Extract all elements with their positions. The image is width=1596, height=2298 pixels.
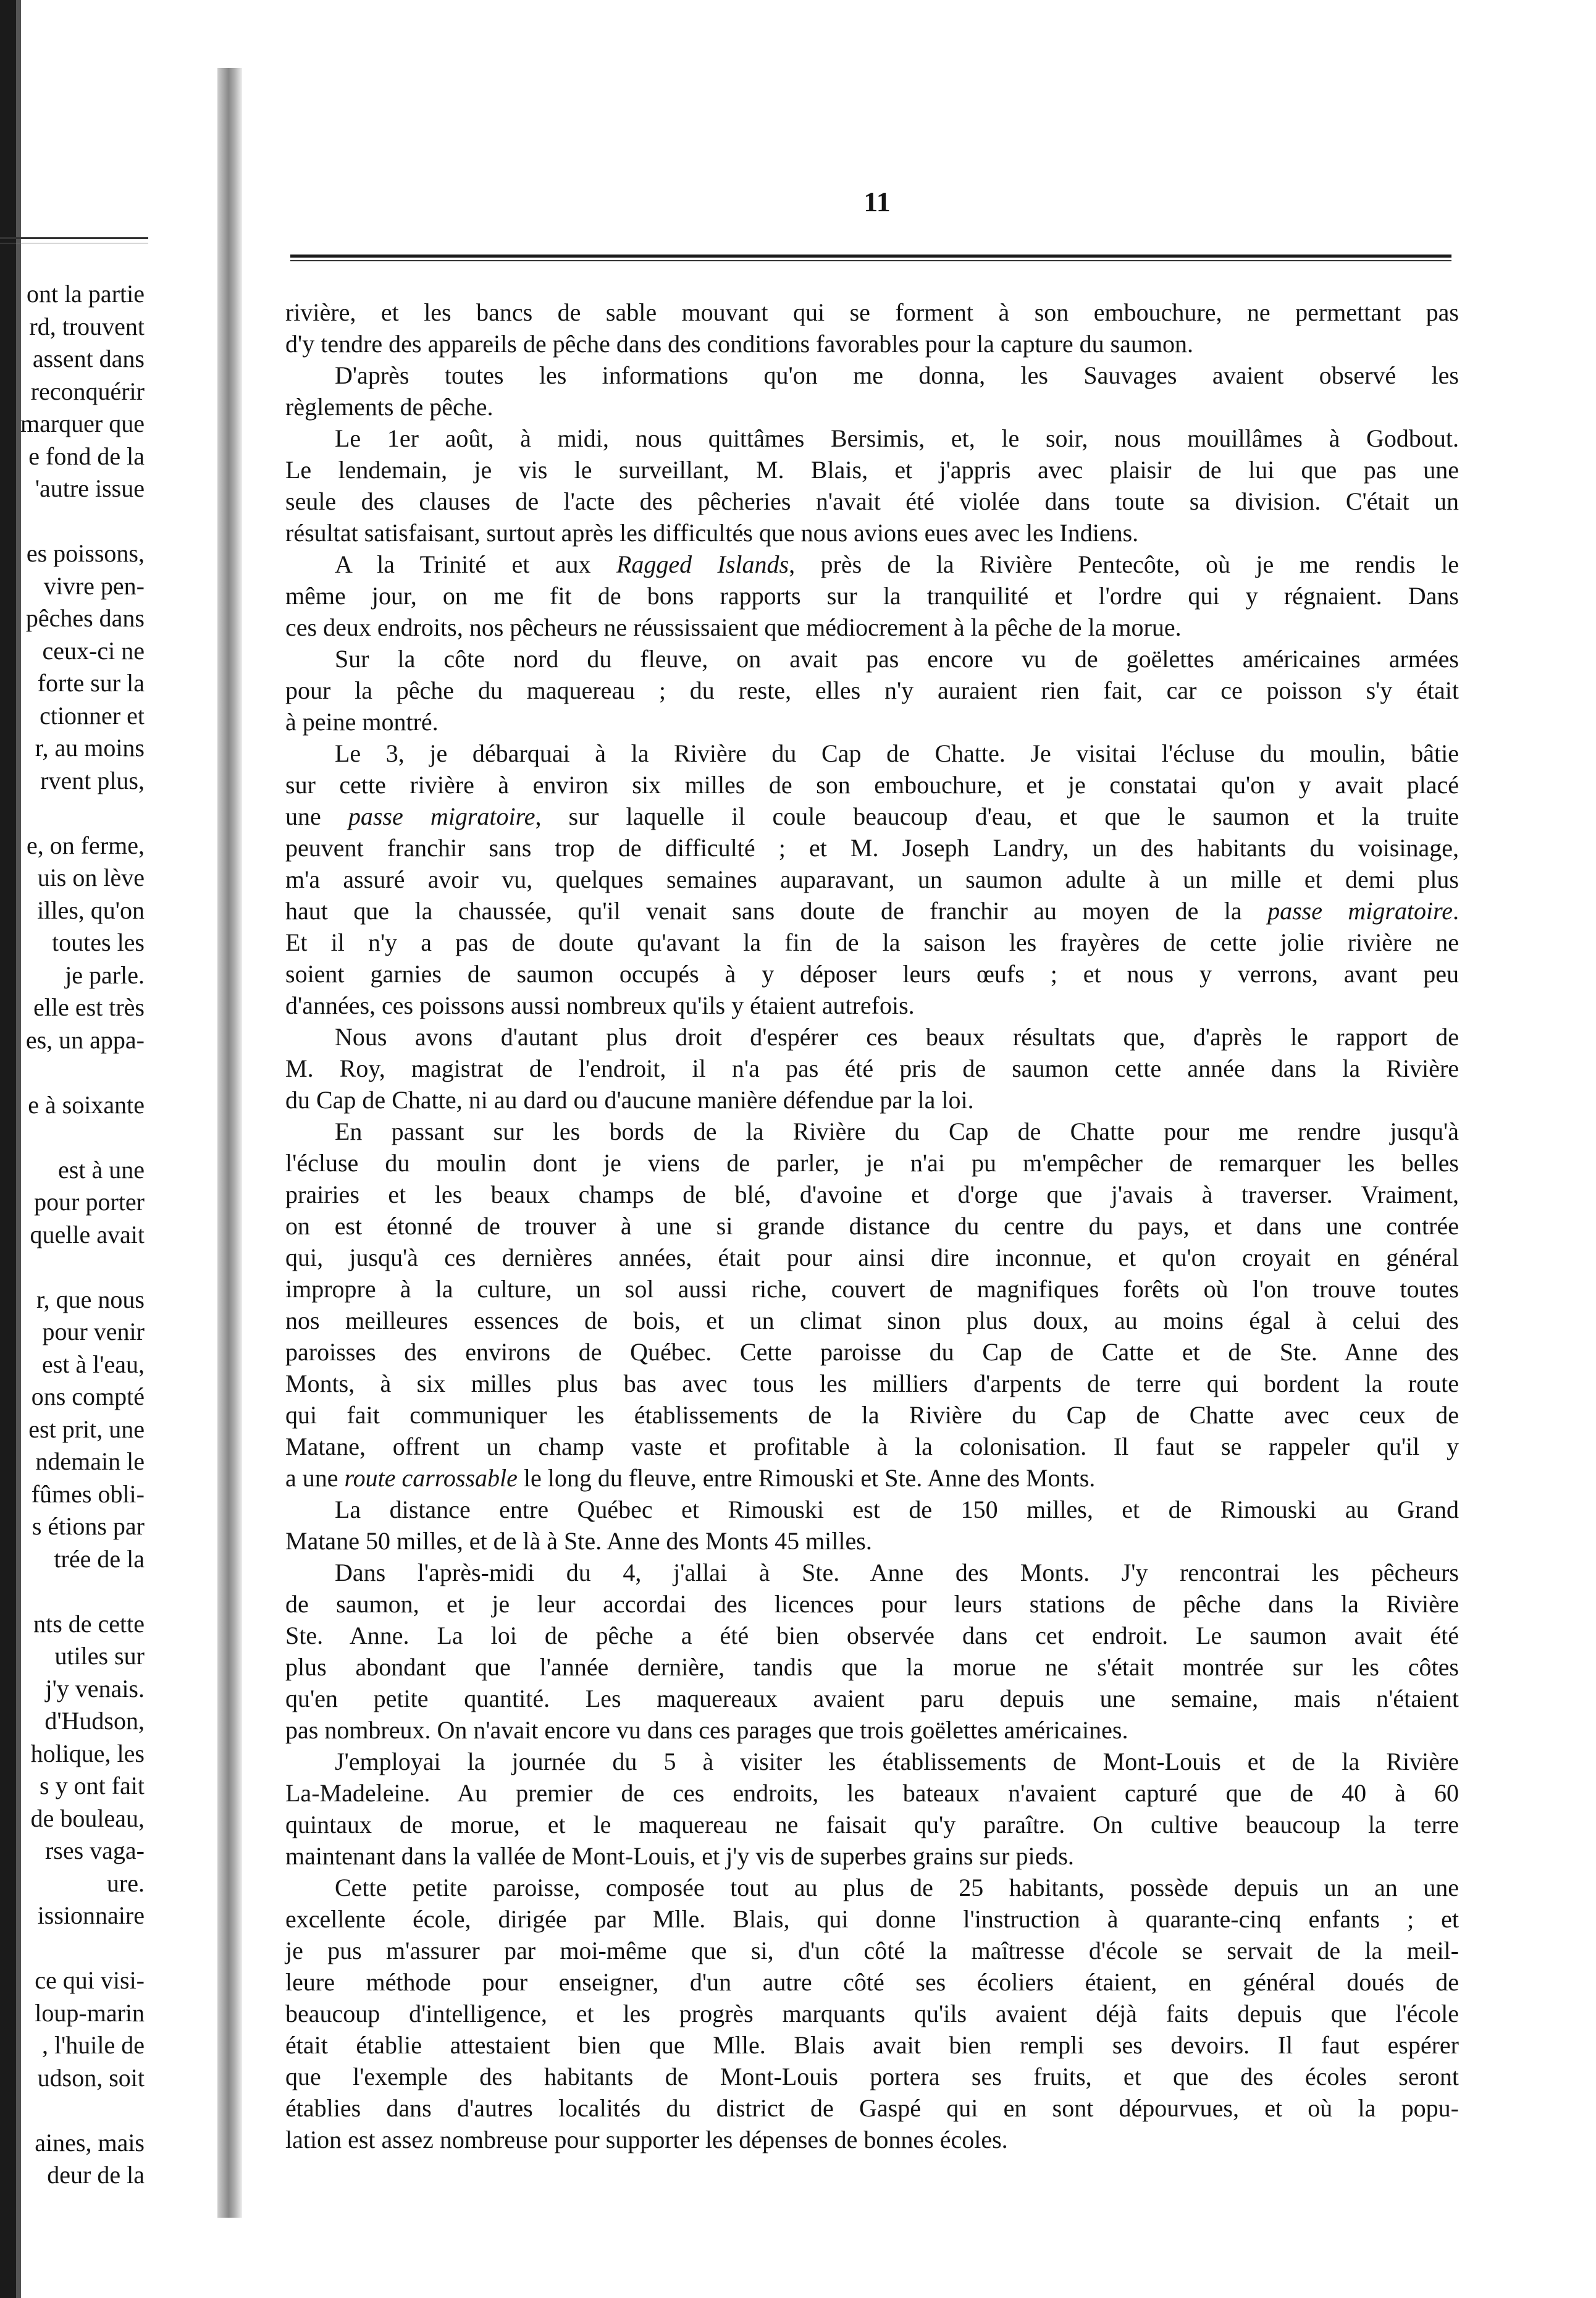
previous-page-line: fûmes obli-: [31, 1479, 145, 1508]
previous-page-line: r, que nous: [36, 1285, 145, 1313]
previous-page-line: est à une: [58, 1155, 145, 1184]
text-line: était établie attestaient bien que Mlle. Blais avait bien rempli ses devoirs. Il faut espérer: [285, 2031, 1459, 2059]
paragraph: [285, 423, 1459, 549]
previous-page-line: rvent plus,: [40, 766, 145, 794]
previous-page-line: issionnaire: [37, 1901, 145, 1929]
text-line: Cette petite paroisse, composée tout au plus de 25 habitants, possède depuis un an une: [335, 1874, 1459, 1901]
text-line: prairies et les beaux champs de blé, d'avoine et d'orge que j'avais à traverser. Vraiment,: [285, 1181, 1459, 1208]
previous-page-line: s étions par: [32, 1512, 145, 1540]
previous-page-line: de bouleau,: [30, 1804, 145, 1832]
previous-page-line: holique, les: [30, 1739, 145, 1767]
text-line: Matane, offrent un champ vaste et profitable à la colonisation. Il faut se rappeler qu'il y: [285, 1433, 1459, 1460]
header-rule-thin: [290, 260, 1451, 261]
header-rule-thick: [290, 255, 1451, 258]
previous-page-line: rd, trouvent: [29, 312, 145, 340]
text-line: pour la pêche du maquereau ; du reste, elles n'y auraient rien fait, car ce poisson s'y était: [285, 676, 1459, 704]
text-line: excellente école, dirigée par Mlle. Blais, qui donne l'instruction à quarante-cinq enfants ; et: [285, 1905, 1459, 1933]
previous-page-line: s y ont fait: [40, 1772, 145, 1799]
text-line: même jour, on me fit de bons rapports sur la tranquilité et l'ordre qui y régnaient. Dans: [285, 582, 1459, 610]
previous-page-line: pour porter: [34, 1188, 145, 1216]
previous-page-line: quelle avait: [30, 1220, 145, 1248]
header-rule: [290, 255, 1451, 263]
paragraph: [285, 549, 1459, 643]
text-line: Le 3, je débarquai à la Rivière du Cap de Chatte. Je visitai l'écluse du moulin, bâtie: [335, 739, 1459, 767]
paragraph: [285, 1872, 1459, 2155]
text-line: beaucoup d'intelligence, et les progrès marquants qu'ils avaient déjà faits depuis que l'école: [285, 2000, 1459, 2027]
previous-page-line: elle est très: [33, 993, 145, 1021]
previous-page-line: assent dans: [32, 345, 145, 372]
previous-page-line: marquer que: [20, 410, 145, 437]
previous-page-line: trée de la: [54, 1544, 145, 1573]
paragraph: [285, 643, 1459, 738]
previous-page-line: r, au moins: [35, 734, 145, 762]
text-line: à peine montré.: [285, 708, 439, 736]
paragraph: [285, 1557, 1459, 1746]
text-line: lation est assez nombreuse pour supporter les dépenses de bonnes écoles.: [285, 2126, 1008, 2153]
text-line: En passant sur les bords de la Rivière du Cap de Chatte pour me rendre jusqu'à: [335, 1117, 1459, 1145]
previous-page-line: j'y venais.: [45, 1674, 145, 1702]
text-line: J'employai la journée du 5 à visiter les établissements de Mont-Louis et de la Rivière: [335, 1748, 1459, 1775]
text-line: Nous avons d'autant plus droit d'espérer ces beaux résultats que, d'après le rapport de: [335, 1023, 1459, 1051]
previous-page-line: e, on ferme,: [26, 831, 145, 859]
text-line: Dans l'après-midi du 4, j'allai à Ste. Anne des Monts. J'y rencontrai les pêcheurs: [335, 1559, 1459, 1586]
previous-page-line: illes, qu'on: [37, 896, 145, 924]
page-gutter: [217, 68, 242, 2218]
previous-page-line: rses vaga-: [44, 1837, 145, 1864]
text-line: pas nombreux. On n'avait encore vu dans ces parages que trois goëlettes américaines.: [285, 1716, 1128, 1744]
text-line: quintaux de morue, et le maquereau ne faisait qu'y paraître. On cultive beaucoup la terre: [285, 1811, 1459, 1838]
text-line: qui, jusqu'à ces dernières années, était pour ainsi dire inconnue, et qu'on croyait en général: [285, 1244, 1459, 1271]
previous-page-line: pour venir: [42, 1318, 145, 1345]
text-line: haut que la chaussée, qu'il venait sans doute de franchir au moyen de la passe migratoire.: [285, 897, 1460, 925]
text-line: Ste. Anne. La loi de pêche a été bien observée dans cet endroit. Le saumon avait été: [285, 1622, 1459, 1649]
previous-page-line: pêches dans: [25, 604, 145, 632]
previous-page-line: e fond de la: [28, 442, 145, 470]
previous-page-line: deur de la: [47, 2161, 145, 2189]
previous-page-text-column: [0, 0, 151, 2298]
text-line: seule des clauses de l'acte des pêcheries n'avait été violée dans toute sa division. C'était un: [285, 487, 1459, 515]
previous-page-line: es, un appa-: [25, 1025, 145, 1054]
text-line: qui fait communiquer les établissements de la Rivière du Cap de Chatte avec ceux de: [285, 1401, 1459, 1429]
previous-page-line: d'Hudson,: [44, 1707, 145, 1735]
text-line: D'après toutes les informations qu'on me donna, les Sauvages avaient observé les: [335, 361, 1459, 389]
text-line: m'a assuré avoir vu, quelques semaines auparavant, un saumon adulte à un mille et demi plus: [285, 865, 1459, 893]
text-line: d'années, ces poissons aussi nombreux qu'ils y étaient autrefois.: [285, 991, 915, 1019]
previous-page-line: est à l'eau,: [41, 1350, 145, 1378]
text-line: plus abondant que l'année dernière, tandis que la morue ne s'était montrée sur les côtes: [285, 1653, 1459, 1681]
text-line: une passe migratoire, sur laquelle il coule beaucoup d'eau, et que le saumon et la truite: [285, 802, 1459, 830]
text-line: paroisses des environs de Québec. Cette paroisse du Cap de Catte et de Ste. Anne des: [285, 1338, 1459, 1366]
previous-page-line: je parle.: [65, 961, 145, 989]
text-line: règlements de pêche.: [285, 393, 494, 421]
previous-page-line: toutes les: [52, 928, 145, 956]
previous-page-line: e à soixante: [28, 1090, 145, 1119]
paragraph: [285, 297, 1459, 360]
text-line: leure méthode pour enseigner, d'un autre côté ses écoliers étaient, en général doués de: [285, 1968, 1459, 1996]
text-line: A la Trinité et aux Ragged Islands, près de la Rivière Pentecôte, où je me rendis le: [335, 550, 1459, 578]
text-line: résultat satisfaisant, surtout après les difficultés que nous avions eues avec les Indiens.: [285, 519, 1139, 547]
previous-page-line: ndemain le: [35, 1447, 145, 1475]
previous-page-header-rule: [0, 237, 148, 243]
text-line: établies dans d'autres localités du district de Gaspé qui en sont dépourvues, et où la popu-: [285, 2094, 1459, 2122]
previous-page-line: ce qui visi-: [35, 1966, 145, 1994]
text-line: l'écluse du moulin dont je viens de parler, je n'ai pu m'empêcher de remarquer les belles: [285, 1149, 1459, 1177]
text-line: M. Roy, magistrat de l'endroit, il n'a pas été pris de saumon cette année dans la Rivière: [285, 1054, 1459, 1082]
previous-page-line: ceux-ci ne: [42, 636, 145, 665]
previous-page-line: ons compté: [31, 1383, 145, 1410]
text-line: soient garnies de saumon occupés à y déposer leurs œufs ; et nous y verrons, avant peu: [285, 960, 1459, 988]
previous-page-line: nts de cette: [33, 1609, 145, 1638]
text-line: peuvent franchir sans trop de difficulté ; et M. Joseph Landry, un des habitants du voisinage,: [285, 834, 1459, 862]
previous-page-margin: [0, 0, 204, 2298]
previous-page-line: ctionner et: [40, 701, 145, 730]
previous-page-line: , l'huile de: [41, 2031, 145, 2059]
previous-page-line: udson, soit: [37, 2063, 145, 2092]
text-line: ces deux endroits, nos pêcheurs ne réussissaient que médiocrement à la pêche de la morue.: [285, 613, 1182, 641]
text-line: rivière, et les bancs de sable mouvant qui se forment à son embouchure, ne permettant pas: [285, 298, 1459, 326]
previous-page-line: ont la partie: [26, 280, 145, 308]
text-line: je pus m'assurer par moi-même que si, d'un côté la maîtresse d'école se servait de la meil-: [285, 1937, 1459, 1964]
text-line: La distance entre Québec et Rimouski est de 150 milles, et de Rimouski au Grand: [335, 1496, 1459, 1523]
previous-page-line: utiles sur: [54, 1642, 145, 1670]
paragraph: [285, 360, 1459, 423]
paragraph: [285, 1494, 1459, 1557]
text-line: Le lendemain, je vis le surveillant, M. Blais, et j'appris avec plaisir de lui que pas une: [285, 456, 1459, 484]
text-line: Matane 50 milles, et de là à Ste. Anne des Monts 45 milles.: [285, 1527, 872, 1555]
text-line: d'y tendre des appareils de pêche dans des conditions favorables pour la capture du saumon.: [285, 330, 1194, 358]
previous-page-line: 'autre issue: [35, 474, 145, 502]
previous-page-line: es poissons,: [26, 539, 145, 567]
text-line: Sur la côte nord du fleuve, on avait pas encore vu de goëlettes américaines armées: [335, 645, 1459, 673]
text-line: La-Madeleine. Au premier de ces endroits, les bateaux n'avaient capturé que de 40 à 60: [285, 1779, 1459, 1807]
text-line: de saumon, et je leur accordai des licences pour leurs stations de pêche dans la Rivière: [285, 1590, 1459, 1618]
text-line: on est étonné de trouver à une si grande distance du centre du pays, et dans une contrée: [285, 1212, 1459, 1240]
text-line: maintenant dans la vallée de Mont-Louis, et j'y vis de superbes grains sur pieds.: [285, 1842, 1074, 1870]
previous-page-line: vivre pen-: [43, 571, 145, 600]
text-line: du Cap de Chatte, ni au dard ou d'aucune manière défendue par la loi.: [285, 1086, 974, 1114]
previous-page-line: reconquérir: [30, 377, 145, 405]
text-line: nos meilleures essences de bois, et un climat sinon plus doux, au moins égal à celui des: [285, 1307, 1459, 1334]
paragraph: [285, 1116, 1459, 1494]
page-number: 11: [863, 186, 891, 217]
text-line: impropre à la culture, un sol aussi riche, couvert de magnifiques forêts où l'on trouve toutes: [285, 1275, 1459, 1303]
text-line: Et il n'y a pas de doute qu'avant la fin de la saison les frayères de cette jolie rivière ne: [285, 928, 1459, 956]
text-line: Monts, à six milles plus bas avec tous les milliers d'arpents de terre qui bordent la route: [285, 1370, 1459, 1397]
paragraph: [285, 1746, 1459, 1872]
previous-page-line: ure.: [106, 1869, 145, 1897]
text-line: que l'exemple des habitants de Mont-Louis portera ses fruits, et que des écoles seront: [285, 2063, 1459, 2090]
text-line: Le 1er août, à midi, nous quittâmes Bersimis, et, le soir, nous mouillâmes à Godbout.: [335, 424, 1459, 452]
paragraph: [285, 1021, 1459, 1116]
previous-page-line: est prit, une: [28, 1415, 145, 1443]
previous-page-line: forte sur la: [37, 669, 145, 697]
paragraph: [285, 738, 1459, 1021]
previous-page-line: uis on lève: [37, 864, 145, 891]
previous-page-line: loup-marin: [35, 1998, 145, 2027]
page-body-text: [285, 297, 1459, 2155]
text-line: sur cette rivière à environ six milles de son embouchure, et je constatai qu'on y avait placé: [285, 771, 1459, 799]
previous-page-line: aines, mais: [35, 2128, 145, 2157]
text-line: a une route carrossable le long du fleuve, entre Rimouski et Ste. Anne des Monts.: [285, 1464, 1096, 1492]
text-line: qu'en petite quantité. Les maquereaux avaient paru depuis une semaine, mais n'étaient: [285, 1685, 1459, 1712]
